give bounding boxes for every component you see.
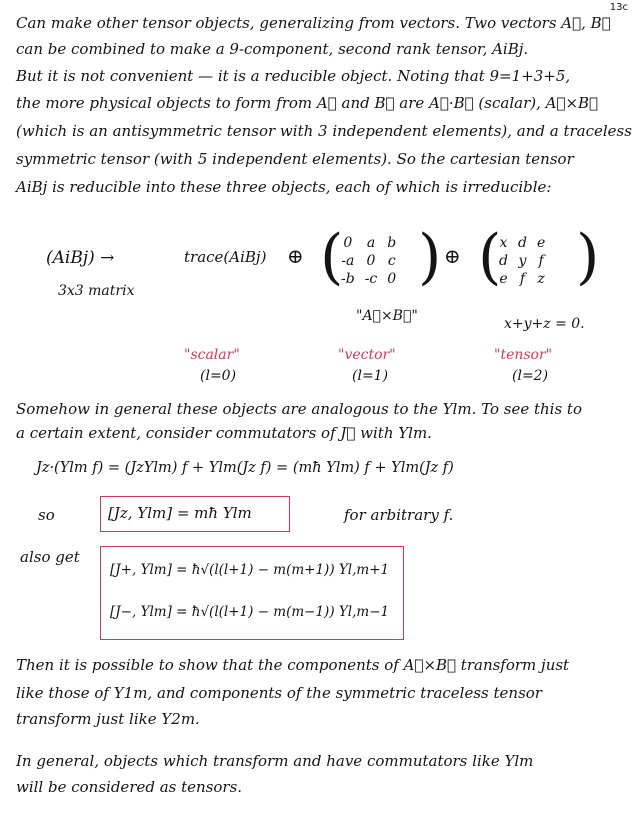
antisym-cell: -c — [364, 271, 378, 287]
sym-cell: d — [517, 235, 527, 251]
sym-cell: f — [519, 271, 526, 287]
antisym-cell: 0 — [366, 253, 376, 269]
commutator-j-plus: [J+, Ylm] = ħ√(l(l+1) − m(m+1)) Yl,m+1 — [110, 562, 390, 578]
antisym-caption: "A⃗×B⃗" — [356, 308, 418, 324]
tensor-l-value: (l=2) — [512, 368, 549, 384]
traceless-condition: x+y+z = 0. — [504, 316, 585, 332]
sym-cell: d — [499, 253, 508, 269]
sym-cell: f — [538, 253, 544, 269]
page-number: 13c — [609, 2, 628, 13]
vector-label: "vector" — [338, 347, 396, 363]
direct-sum-1: ⊕ — [287, 244, 304, 268]
antisym-cell: c — [387, 253, 396, 269]
tensor-label: "tensor" — [494, 347, 553, 363]
paragraph-1-line-6: symmetric tensor (with 5 independent elements). So the cartesian tensor — [16, 150, 574, 168]
sym-cell: e — [536, 235, 546, 251]
antisym-cell: b — [387, 235, 397, 251]
so-label: so — [38, 506, 55, 524]
paragraph-1-line-4: the more physical objects to form from A⃗ and B⃗ are A⃗·B⃗ (scalar), A⃗×B⃗ — [16, 94, 599, 112]
antisym-cell: -b — [341, 271, 355, 287]
paragraph-2-line-2: a certain extent, consider commutators of J⃗ with Ylm. — [16, 424, 432, 442]
trace-term: trace(AiBj) — [184, 248, 267, 266]
paragraph-2-line-1: Somehow in general these objects are analogous to the Ylm. To see this to — [16, 400, 582, 418]
vector-l-value: (l=1) — [352, 368, 389, 384]
direct-sum-2: ⊕ — [444, 244, 461, 268]
paragraph-1-line-3: But it is not convenient — it is a reducible object. Noting that 9=1+3+5, — [16, 67, 571, 85]
paragraph-4-line-2: will be considered as tensors. — [16, 778, 243, 796]
sym-cell: y — [518, 253, 527, 269]
antisym-cell: a — [366, 235, 376, 251]
paragraph-3-line-3: transform just like Y2m. — [16, 710, 200, 728]
paragraph-4-line-1: In general, objects which transform and have commutators like Ylm — [16, 752, 534, 770]
sym-cell: z — [537, 271, 545, 287]
tensor-product: (AiBj) → — [46, 248, 115, 268]
paragraph-1-line-7: AiBj is reducible into these three objects, each of which is irreducible: — [16, 178, 552, 196]
antisym-cell: 0 — [343, 235, 353, 251]
paragraph-1-line-2: can be combined to make a 9-component, second rank tensor, AiBj. — [16, 40, 529, 58]
commutator-jz: [Jz, Ylm] = mħ Ylm — [108, 504, 252, 522]
paragraph-1-line-1: Can make other tensor objects, generalizing from vectors. Two vectors A⃗, B⃗ — [16, 14, 611, 32]
paragraph-3-line-2: like those of Y1m, and components of the symmetric traceless tensor — [16, 684, 542, 702]
sym-cell: x — [499, 235, 508, 251]
sym-cell: e — [499, 271, 508, 287]
arbitrary-f-note: for arbitrary f. — [344, 506, 454, 524]
matrix-caption: 3x3 matrix — [58, 283, 135, 299]
commutator-j-minus: [J−, Ylm] = ħ√(l(l+1) − m(m−1)) Yl,m−1 — [110, 604, 390, 620]
antisym-cell: 0 — [387, 271, 397, 287]
antisym-cell: -a — [341, 253, 355, 269]
paragraph-1-line-5: (which is an antisymmetric tensor with 3 independent elements), and a traceless — [16, 122, 632, 140]
paragraph-3-line-1: Then it is possible to show that the components of A⃗×B⃗ transform just — [16, 656, 570, 674]
symmetric-matrix: ( x d e d y f e f z ) — [478, 222, 600, 292]
ladder-commutators-box — [100, 546, 404, 640]
scalar-l-value: (l=0) — [200, 368, 237, 384]
commutator-derivation: Jz·(Ylm f) = (JzYlm) f + Ylm(Jz f) = (mħ Ylm) f + Ylm(Jz f) — [36, 460, 454, 476]
also-get-label: also get — [20, 548, 80, 566]
scalar-label: "scalar" — [184, 347, 240, 363]
antisymmetric-matrix: ( 0 a b -a 0 c -b -c 0 ) — [320, 222, 442, 292]
